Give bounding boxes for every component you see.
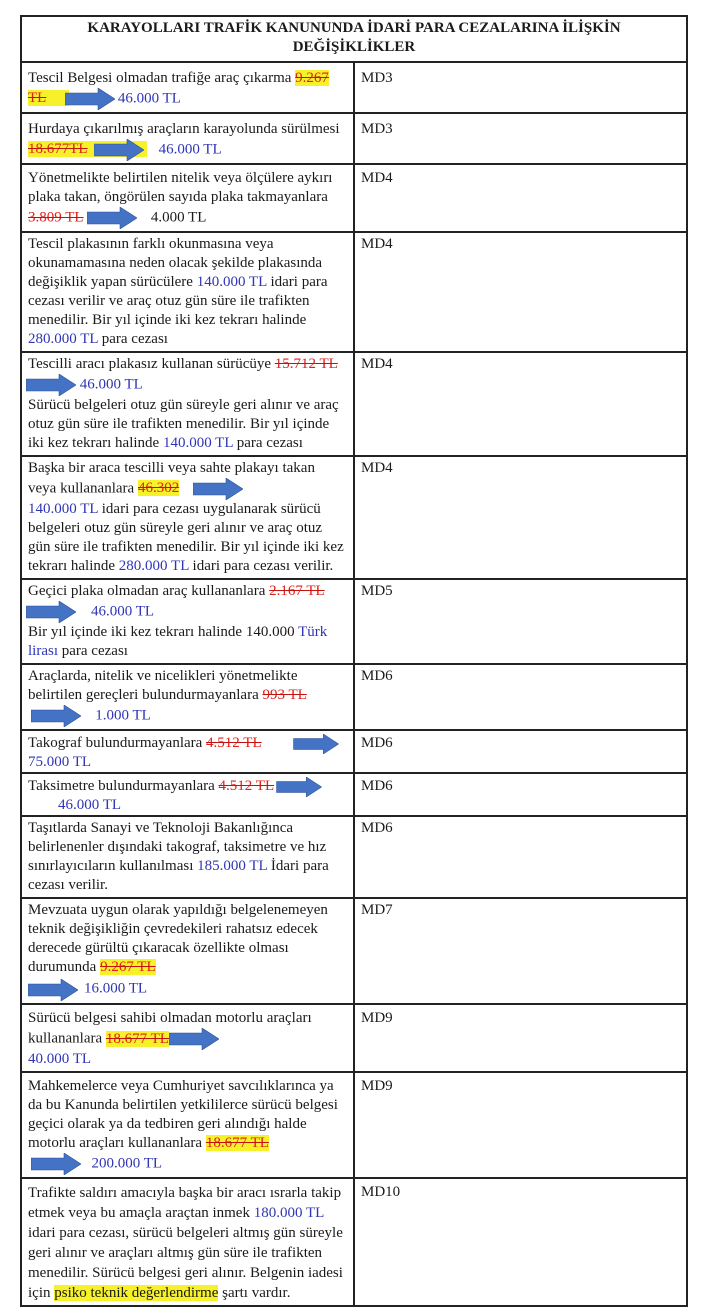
article-ref: MD6 xyxy=(354,816,687,898)
arrow-right-icon xyxy=(65,88,115,110)
row-text: Tescil Belgesi olmadan trafiğe araç çıkarma xyxy=(28,70,296,86)
article-ref: MD10 xyxy=(354,1178,687,1306)
table-row xyxy=(21,816,687,898)
new-amount: 280.000 TL xyxy=(118,558,189,574)
old-amount: 18.677TL xyxy=(28,141,88,158)
row-text: Sürücü belgesi sahibi olmadan motorlu araçları kullananlara xyxy=(28,1010,312,1047)
arrow-right-icon xyxy=(193,478,243,500)
article-ref: MD3 xyxy=(354,113,687,164)
table-row xyxy=(21,113,687,164)
row-text: Trafikte saldırı amacıyla başka bir aracı ısrarla takip etmek veya bu amaçla araçtan inmek xyxy=(28,1185,342,1222)
arrow-right-icon xyxy=(31,705,81,727)
arrow-right-icon xyxy=(26,601,76,623)
document-title: KARAYOLLARI TRAFİK KANUNUNDA İDARİ PARA CEZALARINA İLİŞKİN DEĞİŞİKLİKLER xyxy=(21,16,687,62)
row-text: para cezası xyxy=(58,643,128,659)
row-text: Geçici plaka olmadan araç kullananlara xyxy=(28,583,270,599)
row-text: Tescil plakasının farklı okunmasına veya okunamamasına neden olacak şekilde plakasında değişiklik yapan sürücülere xyxy=(28,236,323,290)
new-amount: 1.000 TL xyxy=(95,707,151,724)
row-text: para cezası xyxy=(232,435,303,451)
new-amount: 280.000 TL xyxy=(28,331,98,347)
row-text: Taşıtlarda Sanayi ve Teknoloji Bakanlığınca belirlenenler dışındaki takograf, taksimetre ve hız sınırlayıcıların kullanılması xyxy=(28,820,327,875)
highlighted-text: psiko teknik değerlendirme xyxy=(54,1285,219,1302)
new-amount: 46.000 TL xyxy=(79,376,143,393)
table-row xyxy=(21,579,687,664)
new-amount: 200.000 TL xyxy=(91,1155,163,1172)
row-text: idari para cezası, sürücü belgeleri altmış gün süreyle geri alınır ve araçları altmış gün süre ile trafikten menedilir. Sürücü belgesi geri alınır. Belgenin iadesi için xyxy=(28,1225,343,1302)
table-row xyxy=(21,456,687,579)
row-text: Mevzuata uygun olarak yapıldığı belgelenemeyen teknik değişikliğin çevredekileri rahatsız edecek derecede gürültü çıkaracak özellikte olması durumunda xyxy=(28,902,328,976)
new-amount: 4.000 TL xyxy=(150,209,207,226)
table-row xyxy=(21,1072,687,1178)
old-amount: 4.512 TL xyxy=(206,735,262,751)
old-amount: 4.512 TL xyxy=(218,778,275,795)
row-text: Başka bir araca tescilli veya sahte plakayı takan veya kullananlara xyxy=(28,460,315,497)
new-amount: 140.000 TL xyxy=(196,274,267,290)
row-text: İdari para cezası verilir. xyxy=(28,858,329,894)
old-amount: 46.302 xyxy=(137,480,180,497)
table-row xyxy=(21,898,687,1004)
new-amount: 180.000 TL xyxy=(253,1205,324,1222)
arrow-right-icon xyxy=(169,1028,219,1050)
new-amount: 140.000 TL xyxy=(162,435,233,451)
article-ref: MD7 xyxy=(354,898,687,1004)
old-amount: 18.677 TL xyxy=(105,1030,169,1047)
article-ref: MD4 xyxy=(354,456,687,579)
article-ref: MD6 xyxy=(354,664,687,730)
table-row xyxy=(21,164,687,232)
table-row xyxy=(21,1004,687,1072)
row-text: idari para cezası verilir. xyxy=(188,558,334,574)
penalty-changes-table xyxy=(20,15,688,1307)
article-ref: MD6 xyxy=(354,730,687,773)
arrow-right-icon xyxy=(26,374,76,396)
table-row xyxy=(21,664,687,730)
article-ref: MD4 xyxy=(354,352,687,456)
new-amount: Türk lirası xyxy=(28,624,328,659)
new-amount: 46.000 TL xyxy=(58,797,122,814)
row-text: Taksimetre bulundurmayanlara xyxy=(28,778,219,795)
old-amount: 3.809 TL xyxy=(28,209,84,226)
old-amount: 9.267 TL xyxy=(100,959,156,976)
row-text: idari para cezası verilir ve araç otuz gün süre ile trafikten menedilir. Bir yıl içinde iki kez tekrarı halinde xyxy=(28,274,328,328)
table-row xyxy=(21,352,687,456)
row-text: para cezası xyxy=(98,331,168,347)
row-text: idari para cezası uygulanarak sürücü belgeleri otuz gün süreyle geri alınır ve araç otuz gün süre ile trafikten menedilir. Bir yıl içinde iki kez tekrarı halinde xyxy=(28,501,344,574)
old-amount: 15.712 TL xyxy=(274,356,338,372)
table-row xyxy=(21,232,687,352)
row-text: Hurdaya çıkarılmış araçların karayolunda sürülmesi xyxy=(28,121,340,137)
row-text: Sürücü belgeleri otuz gün süreyle geri alınır ve araç otuz gün süre ile trafikten menedilir. Bir yıl içinde iki kez tekrarı halinde xyxy=(28,397,339,451)
article-ref: MD9 xyxy=(354,1072,687,1178)
row-text: Araçlarda, nitelik ve nicelikleri yönetmelikte belirtilen gereçleri bulundurmayanlara xyxy=(28,668,298,703)
article-ref: MD4 xyxy=(354,164,687,232)
old-amount: 18.677 TL xyxy=(205,1135,269,1152)
arrow-right-icon xyxy=(274,777,324,796)
row-text: Tescilli aracı plakasız kullanan sürücüye xyxy=(28,356,275,372)
article-ref: MD6 xyxy=(354,773,687,816)
arrow-right-icon xyxy=(31,1153,81,1175)
table-row xyxy=(21,62,687,113)
new-amount: 16.000 TL xyxy=(84,980,148,997)
arrow-right-icon xyxy=(87,207,137,229)
new-amount: 46.000 TL xyxy=(158,141,222,158)
table-row xyxy=(21,1178,687,1306)
article-ref: MD4 xyxy=(354,232,687,352)
row-text: Takograf bulundurmayanlara xyxy=(28,735,207,751)
row-text: Mahkemelerce veya Cumhuriyet savcılıklarınca ya da bu Kanunda belirtilen yetkililerce sürücü belgesi geçici olarak ya da tedbiren geri alındığı halde motorlu araçları kullananlara xyxy=(28,1078,338,1152)
arrow-right-icon xyxy=(28,979,78,1001)
old-amount: 2.167 TL xyxy=(269,583,325,599)
row-text: Yönetmelikte belirtilen nitelik veya ölçülere aykırı plaka takan, öngörülen sayıda plaka takmayanlara xyxy=(28,170,333,205)
old-amount: 9.267 TL xyxy=(28,70,329,107)
arrow-right-icon xyxy=(94,139,144,161)
new-amount: 46.000 TL xyxy=(117,90,181,107)
new-amount: 46.000 TL xyxy=(91,603,155,620)
row-text: şartı vardır. xyxy=(218,1285,291,1302)
old-amount: 993 TL xyxy=(262,687,307,703)
article-ref: MD9 xyxy=(354,1004,687,1072)
new-amount: 185.000 TL xyxy=(197,858,268,875)
new-amount: 140.000 TL xyxy=(28,501,98,517)
article-ref: MD5 xyxy=(354,579,687,664)
arrow-right-icon xyxy=(291,734,341,753)
new-amount: 40.000 TL xyxy=(28,1051,92,1068)
table-row xyxy=(21,730,687,773)
row-text: Bir yıl içinde iki kez tekrarı halinde 140.000 xyxy=(28,624,299,640)
table-row xyxy=(21,773,687,816)
new-amount: 75.000 TL xyxy=(28,754,92,771)
article-ref: MD3 xyxy=(354,62,687,113)
